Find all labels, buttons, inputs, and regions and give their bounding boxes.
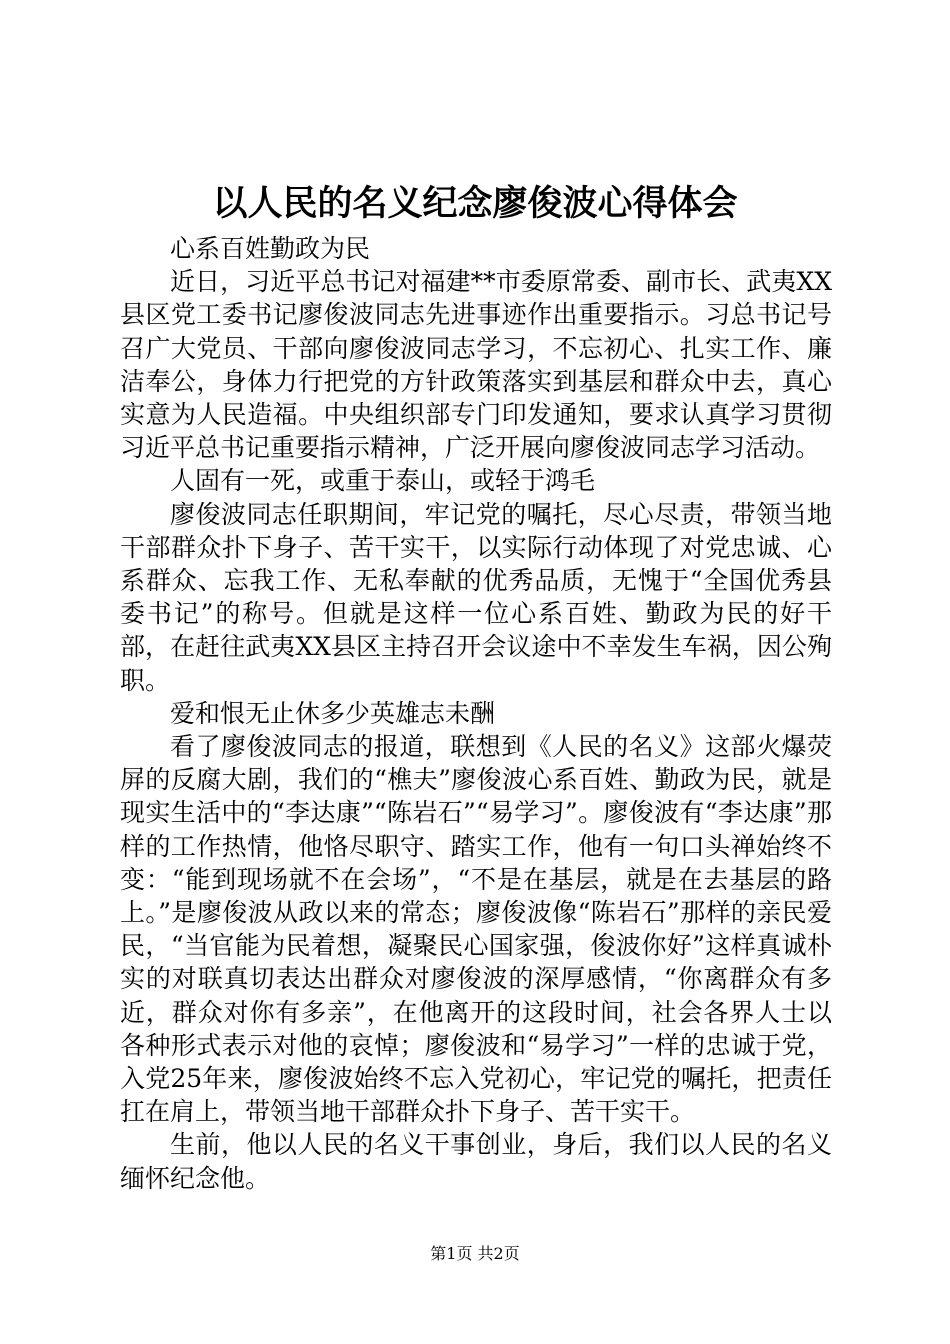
document-body xyxy=(120,232,832,1195)
page-footer: 第1页 共2页 xyxy=(430,1244,520,1263)
section-heading-3: 爱和恨无止休多少英雄志未酬 xyxy=(170,698,496,728)
document-title: 以人民的名义纪念廖俊波心得体会 xyxy=(212,184,738,224)
paragraph-4: 生前，他以人民的名义干事创业，身后，我们以人民的名义缅怀纪念他。 xyxy=(120,1130,832,1193)
paragraph-1: 近日，习近平总书记对福建**市委原常委、副市长、武夷XX县区党工委书记廖俊波同志先进事迹作出重要指示。习总书记号召广大党员、干部向廖俊波同志学习，不忘初心、扎实工作、廉洁奉公，身体力行把党的方针政策落实到基层和群众中去，真心实意为人民造福。中央组织部专门印发通知，要求认真学习贯彻习近平总书记重要指示精神，广泛开展向廖俊波同志学习活动。 xyxy=(120,267,832,463)
paragraph-2: 廖俊波同志任职期间，牢记党的嘱托，尽心尽责，带领当地干部群众扑下身子、苦干实干，以实际行动体现了对党忠诚、心系群众、忘我工作、无私奉献的优秀品质，无愧于“全国优秀县委书记”的称号。但就是这样一位心系百姓、勤政为民的好干部，在赶往武夷XX县区主持召开会议途中不幸发生车祸，因公殉职。 xyxy=(120,499,832,695)
section-heading-1: 心系百姓勤政为民 xyxy=(170,234,371,263)
paragraph-3: 看了廖俊波同志的报道，联想到《人民的名义》这部火爆荧屏的反腐大剧，我们的“樵夫”廖俊波心系百姓、勤政为民，就是现实生活中的“李达康”“陈岩石”“易学习”。廖俊波有“李达康”那样的工作热情，他恪尽职守、踏实工作，他有一句口头禅始终不变：“能到现场就不在会场”，“不是在基层，就是在去基层的路上。”是廖俊波从政以来的常态；廖俊波像“陈岩石”那样的亲民爱民，“当官能为民着想，凝聚民心国家强，俊波你好”这样真诚朴实的对联真切表达出群众对廖俊波的深厚感情，“你离群众有多近，群众对你有多亲”，在他离开的这段时间，社会各界人士以各种形式表示对他的哀悼；廖俊波和“易学习”一样的忠诚于党，入党25年来，廖俊波始终不忘入党初心，牢记党的嘱托，把责任扛在肩上，带领当地干部群众扑下身子、苦干实干。 xyxy=(120,732,832,1127)
section-heading-2: 人固有一死，或重于泰山，或轻于鸿毛 xyxy=(170,466,596,496)
